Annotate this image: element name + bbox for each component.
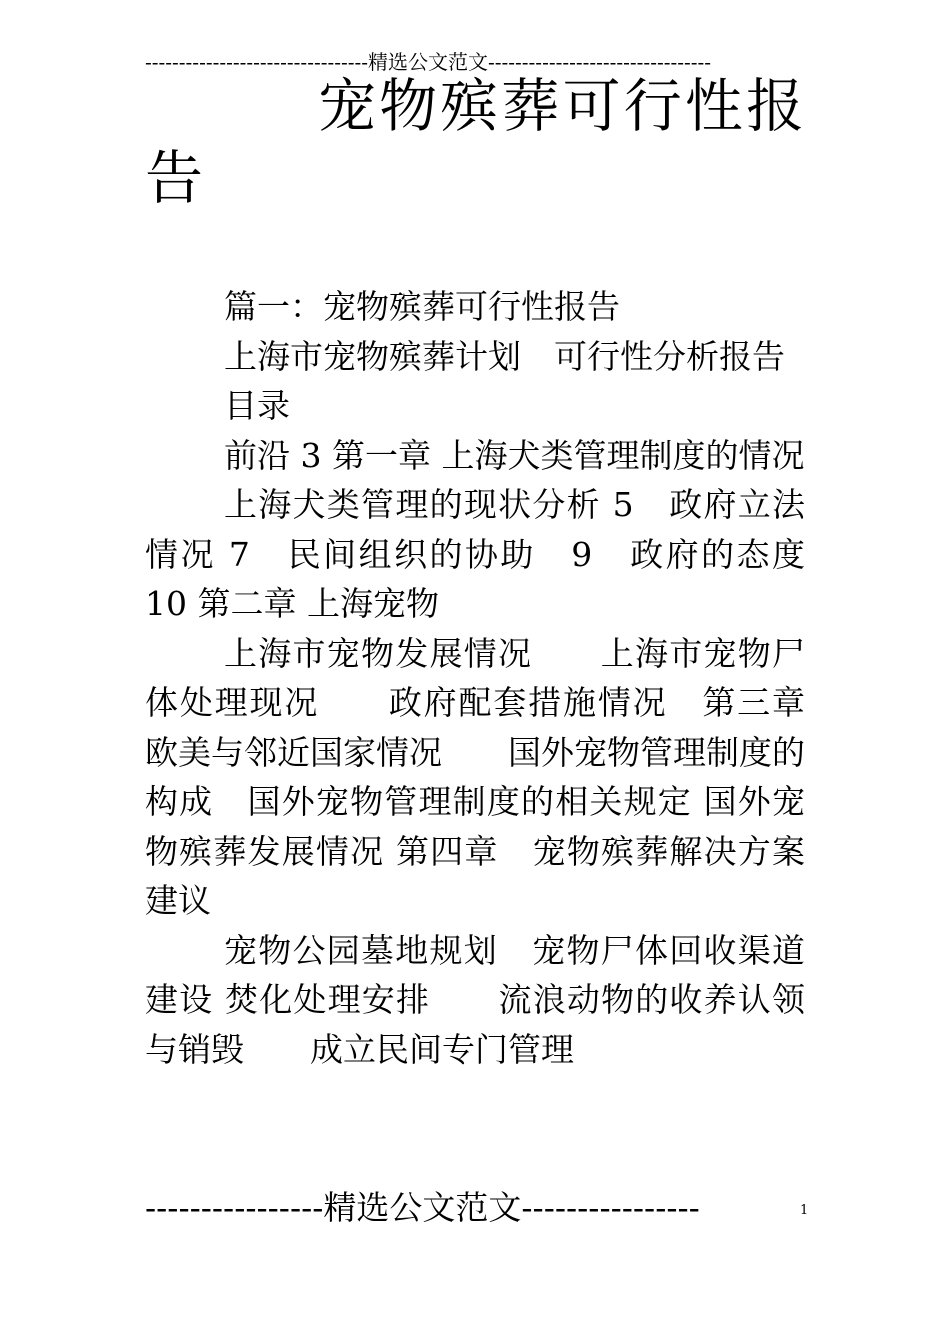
document-body bbox=[145, 282, 838, 1074]
page-number: 1 bbox=[800, 1203, 809, 1218]
body-paragraph: 上海市宠物殡葬计划 可行性分析报告 bbox=[224, 336, 785, 376]
body-paragraph: 前沿 3 第一章 上海犬类管理制度的情况 bbox=[224, 435, 805, 475]
body-paragraph: 宠物公园墓地规划 宠物尸体回收渠道建设 焚化处理安排 流浪动物的收养认领与销毁 成立民间专门管理 bbox=[145, 930, 805, 1069]
body-paragraph: 篇一：宠物殡葬可行性报告 bbox=[224, 287, 620, 326]
footer-banner: ----------------精选公文范文---------------- bbox=[145, 1188, 700, 1227]
body-paragraph: 上海市宠物发展情况 上海市宠物尸体处理现况 政府配套措施情况 第三章 欧美与邻近国家情况 国外宠物管理制度的构成 国外宠物管理制度的相关规定 国外宠物殡葬发展情况 第四章 宠物殡葬解决方案建议 bbox=[145, 633, 805, 920]
body-paragraph: 目录 bbox=[224, 386, 290, 425]
body-paragraph: 上海犬类管理的现状分析 5 政府立法情况 7 民间组织的协助 9 政府的态度 10 第二章 上海宠物 bbox=[145, 485, 838, 623]
document-title: 宠物殡葬可行性报告 bbox=[145, 72, 805, 212]
header-banner: ---------------------------------精选公文范文--------------------------------- bbox=[145, 50, 712, 74]
